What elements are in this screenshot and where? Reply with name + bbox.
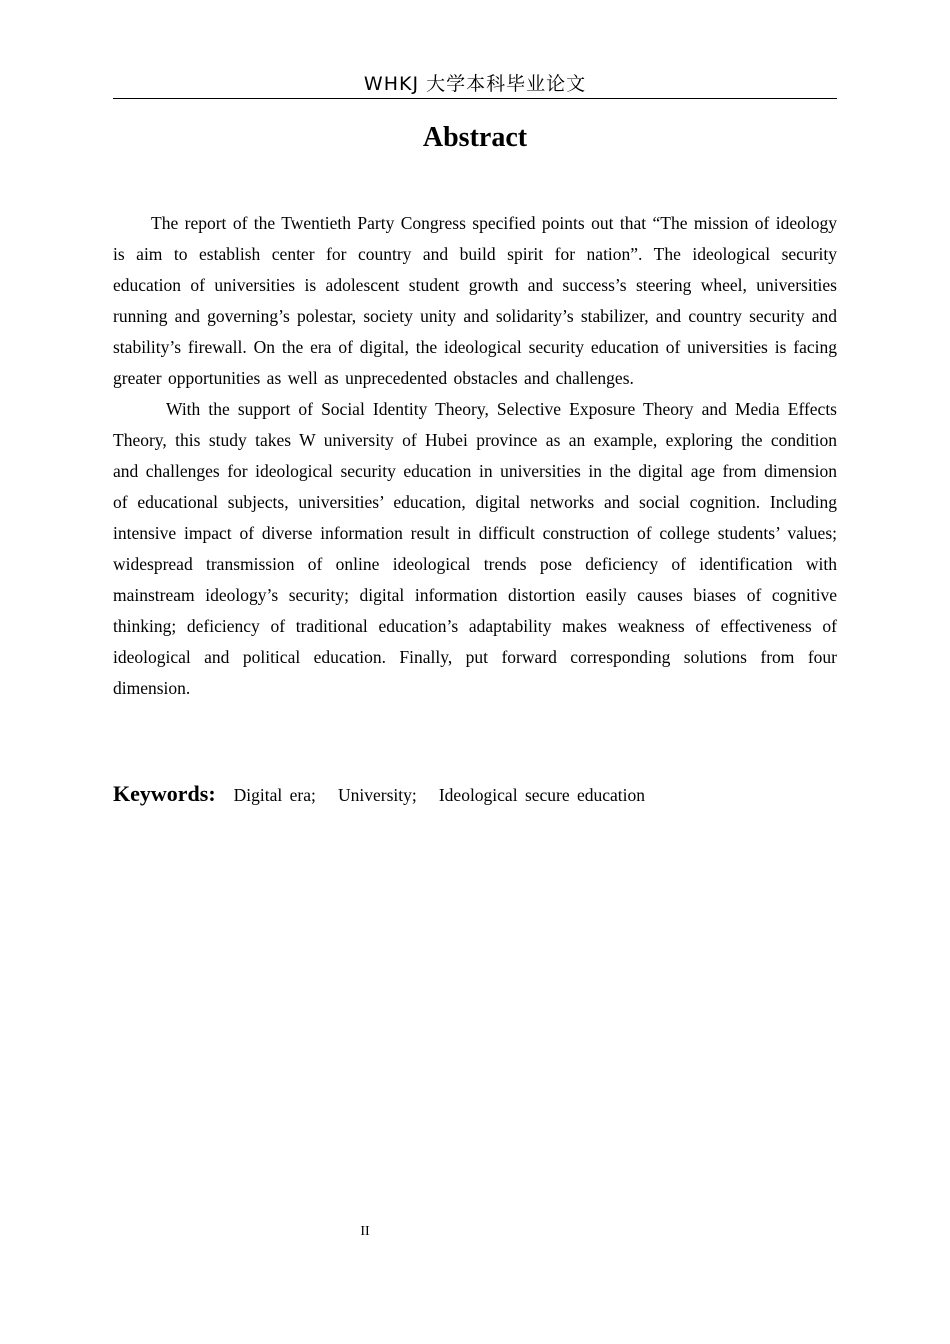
- page-title: Abstract: [422, 122, 528, 153]
- abstract-paragraph: The report of the Twentieth Party Congress specified points out that “The mission of ideology is aim to establish center for country and build spirit for nation”. The ideological security education of universities is adolescent student growth and success’s steering wheel, universities running and governing’s polestar, society unity and solidarity’s stabilizer, and country security and stability’s firewall. On the era of digital, the ideological security education of universities is facing greater opportunities as well as unprecedented obstacles and challenges.: [113, 213, 837, 388]
- keywords-line: [113, 778, 837, 811]
- abstract-paragraph: With the support of Social Identity Theory, Selective Exposure Theory and Media Effects Theory, this study takes W university of Hubei province as an example, exploring the condition and challenges for ideological security education in universities in the digital age from dimension of educational subjects, universities’ education, digital networks and social cognition. Including intensive impact of diverse information result in difficult construction of college students’ values; widespread transmission of online ideological trends pose deficiency of identification with mainstream ideology’s security; digital information distortion easily causes biases of cognitive thinking; deficiency of traditional education’s adaptability makes weakness of effectiveness of ideological and political education. Finally, put forward corresponding solutions from four dimension.: [113, 399, 837, 698]
- keywords-label: Keywords:: [113, 781, 216, 806]
- running-header: WHKJ 大学本科毕业论文: [113, 70, 837, 99]
- page-number: II: [360, 1224, 370, 1239]
- keywords-values: Digital era; University; Ideological secure education: [233, 785, 646, 805]
- abstract-body: [113, 208, 837, 704]
